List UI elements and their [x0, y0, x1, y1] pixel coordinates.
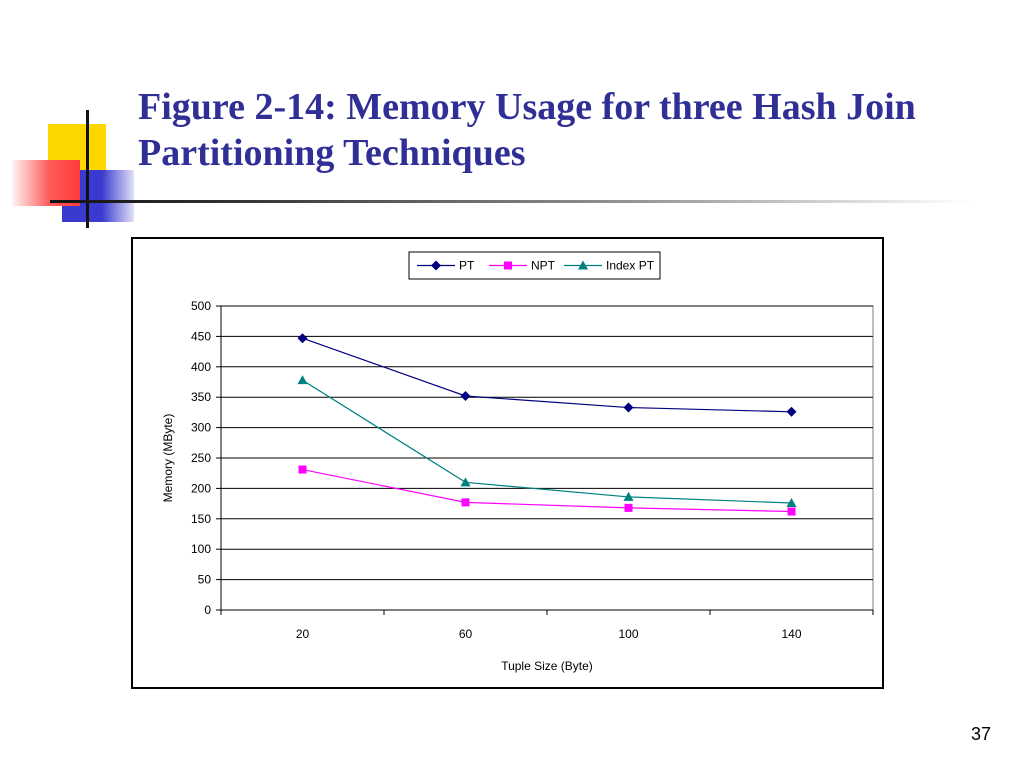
data-point-npt — [788, 508, 796, 516]
legend-label-pt: PT — [459, 258, 475, 273]
x-tick-label: 100 — [618, 627, 639, 641]
x-tick-label: 140 — [781, 627, 802, 641]
data-point-npt — [625, 504, 633, 512]
page-number: 37 — [970, 724, 991, 744]
slide-title: Figure 2-14: Memory Usage for three Hash Join Partitioning Techniques — [138, 86, 916, 174]
legend-marker-npt — [504, 262, 512, 270]
y-tick-label: 350 — [190, 390, 211, 405]
data-point-npt — [462, 498, 470, 506]
y-tick-label: 100 — [190, 542, 211, 557]
decorative-vertical-line — [86, 110, 89, 228]
line-chart — [133, 239, 882, 687]
y-tick-label: 150 — [190, 511, 211, 526]
y-tick-label: 300 — [190, 420, 211, 435]
title-underline — [50, 200, 970, 203]
y-tick-label: 500 — [190, 299, 211, 313]
data-point-npt — [299, 466, 307, 474]
y-axis-label: Memory (MByte) — [161, 413, 175, 503]
legend-label-npt: NPT — [531, 258, 555, 273]
y-tick-label: 450 — [190, 329, 211, 344]
chart-container — [131, 237, 884, 689]
x-tick-label: 20 — [295, 627, 310, 641]
legend-label-index-pt: Index PT — [606, 258, 655, 273]
x-axis-label: Tuple Size (Byte) — [501, 659, 593, 673]
y-tick-label: 50 — [197, 572, 211, 587]
y-tick-label: 400 — [190, 359, 211, 374]
y-tick-label: 0 — [204, 603, 211, 617]
x-tick-label: 60 — [458, 627, 473, 641]
y-tick-label: 200 — [190, 481, 211, 496]
y-tick-label: 250 — [190, 451, 211, 465]
